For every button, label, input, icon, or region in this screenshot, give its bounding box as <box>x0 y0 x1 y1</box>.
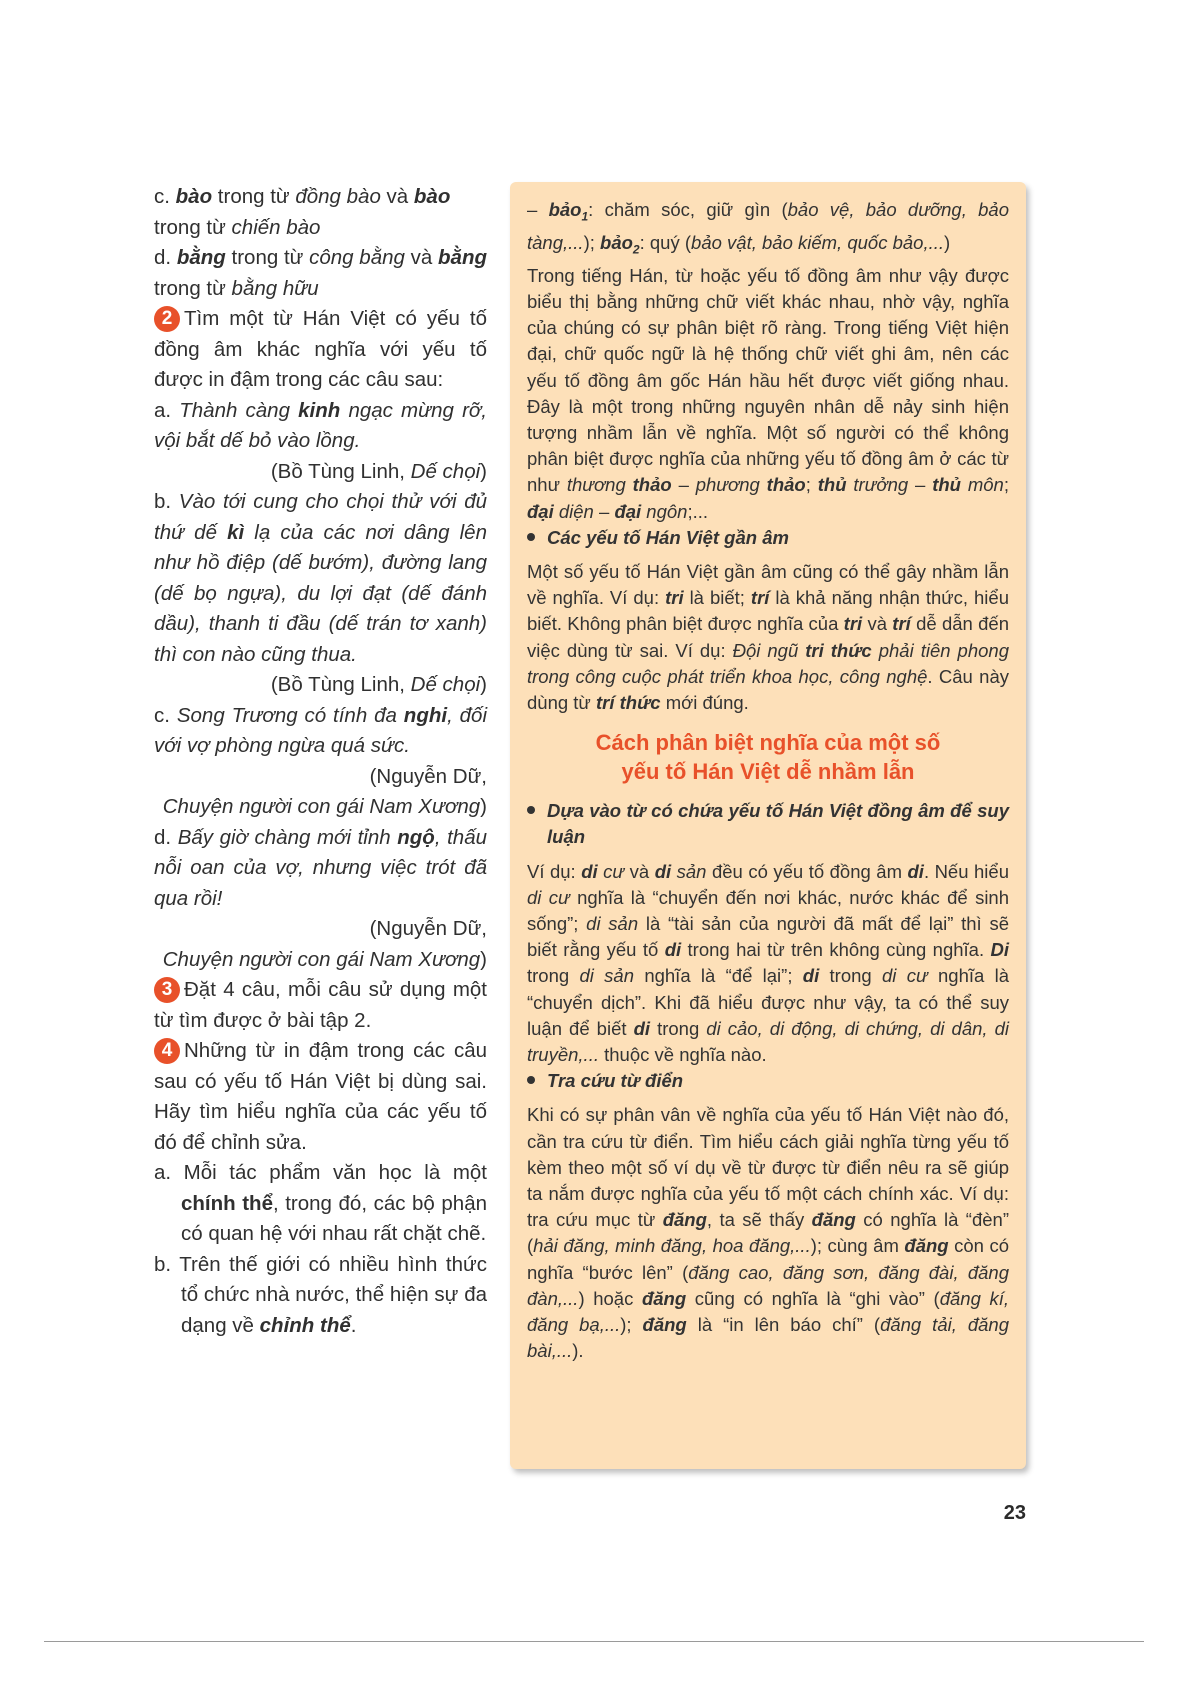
source-citation: (Bồ Tùng Linh, Dế chọi) <box>270 459 487 483</box>
source-citation: (Nguyễn Dữ, <box>369 917 487 940</box>
footer-divider <box>44 1641 1144 1642</box>
bullet-icon <box>527 533 535 541</box>
page-number: 23 <box>1003 1502 1026 1524</box>
exercise-2a: a. Thành càng kinh ngạc mừng rỡ, vội bắt dế bỏ vào lồng. <box>154 398 487 452</box>
box-paragraph-near-homophones: Một số yếu tố Hán Việt gần âm cũng có thể gây nhầm lẫn về nghĩa. Ví dụ: tri là biết; trí là khả năng nhận thức, hiểu biết. Không phân biệt được nghĩa của tri và trí dễ dẫn đến việc dùng từ sai. Ví dụ: Đội ngũ tri thức phải tiên phong trong công cuộc phát triển khoa học, công nghệ. Câu này dùng từ trí thức mới đúng. <box>527 561 1009 714</box>
bullet-heading: Tra cứu từ điển <box>527 1068 1009 1094</box>
section-title: Cách phân biệt nghĩa của một số yếu tố Hán Việt dễ nhầm lẫn <box>595 730 941 785</box>
bullet-icon <box>527 1076 535 1084</box>
bullet-heading: Các yếu tố Hán Việt gần âm <box>527 525 1009 551</box>
box-paragraph-inference: Ví dụ: di cư và di sản đều có yếu tố đồng âm di. Nếu hiểu di cư nghĩa là “chuyển đến nơi khác, nước khác để sinh sống”; di sản là “tài sản của người đã mất để lại” thì sẽ biết rằng yếu tố di trong hai từ trên không cùng nghĩa. Di trong di sản nghĩa là “để lại”; di trong di cư nghĩa là “chuyển dịch”. Khi đã hiểu được như vậy, ta có thể suy luận để biết di trong di cảo, di động, di chứng, di dân, di truyền,... thuộc về nghĩa nào. <box>527 860 1010 1066</box>
exercise-1c: c. bào trong từ đồng bào và bào trong từ chiến bào <box>154 185 451 239</box>
box-paragraph-homophones: Trong tiếng Hán, từ hoặc yếu tố đồng âm như vậy được biểu thị bằng những chữ viết khác nhau, nhờ vậy, nghĩa của chúng có sự phân biệt rõ ràng. Trong tiếng Việt hiện đại, chữ quốc ngữ là hệ thống chữ viết ghi âm, nên các yếu tố đồng âm gốc Hán hầu hết được viết giống nhau. Đây là một trong những nguyên nhân dễ nảy sinh hiện tượng nhầm lẫn về nghĩa. Một số người có thể không phân biệt được nghĩa của những yếu tố đồng âm ở các từ như thương thảo – phương thảo; thủ trưởng – thủ môn; đại diện – đại ngôn;... <box>527 264 1009 522</box>
exercise-4: 4 Những từ in đậm trong các câu sau có yếu tố Hán Việt bị dùng sai. Hãy tìm hiểu nghĩa của các yếu tố đó để chỉnh sửa. <box>154 1039 487 1154</box>
bullet-heading: Dựa vào từ có chứa yếu tố Hán Việt đồng âm để suy luận <box>527 798 1009 850</box>
exercise-2b: b. Vào tới cung cho chọi thử với đủ thứ dế kì lạ của các nơi dâng lên như hồ điệp (dế bướm), đường lang (dế bọ ngựa), du lợi đạt (dế đánh dầu), thanh ti đầu (dế trán tơ xanh) thì con nào cũng thua. <box>154 490 487 666</box>
source-citation: (Bồ Tùng Linh, Dế chọi) <box>270 673 487 696</box>
box-paragraph-bao: – bảo$_1$: chăm sóc, giữ gìn (bảo vệ, bảo dưỡng, bảo tàng,...); bảo$_2$: quý (bảo vật, bảo kiếm, quốc bảo,...) <box>527 199 1009 257</box>
exercise-1d: d. bằng trong từ công bằng và bằng trong từ bằng hữu <box>154 246 487 300</box>
source-work-title: Chuyện người con gái Nam Xương) <box>162 947 487 971</box>
exercise-2: 2 Tìm một từ Hán Việt có yếu tố đồng âm khác nghĩa với yếu tố được in đậm trong các câu sau: <box>154 307 487 391</box>
exercise-4b: b. Trên thế giới có nhiều hình thức tổ chức nhà nước, thể hiện sự đa dạng về chỉnh thể. <box>154 1252 487 1337</box>
knowledge-box <box>510 182 1026 1469</box>
exercise-number-badge: 4 <box>154 1038 180 1064</box>
left-column <box>154 182 487 1341</box>
exercise-2d: d. Bấy giờ chàng mới tỉnh ngộ, thấu nỗi oan của vợ, nhưng việc trót đã qua rồi! <box>154 825 487 910</box>
exercise-number-badge: 2 <box>154 306 180 332</box>
bullet-icon <box>527 806 535 814</box>
exercise-3: 3 Đặt 4 câu, mỗi câu sử dụng một từ tìm được ở bài tập 2. <box>154 978 487 1032</box>
source-work-title: Chuyện người con gái Nam Xương) <box>162 795 487 818</box>
box-paragraph-dictionary: Khi có sự phân vân về nghĩa của yếu tố Hán Việt nào đó, cần tra cứu từ điển. Tìm hiểu cách giải nghĩa từng yếu tố kèm theo một số ví dụ về từ được từ điển nêu ra sẽ giúp ta nắm được nghĩa của yếu tố một cách chính xác. Ví dụ: tra cứu mục từ đăng, ta sẽ thấy đăng có nghĩa là “đèn” (hải đăng, minh đăng, hoa đăng,...); cùng âm đăng còn có nghĩa “bước lên” (đăng cao, đăng sơn, đăng đài, đăng đàn,...) hoặc đăng cũng có nghĩa là “ghi vào” (đăng kí, đăng bạ,...); đăng là “in lên báo chí” (đăng tải, đăng bài,...). <box>527 1104 1010 1362</box>
exercise-2c: c. Song Trương có tính đa nghi, đối với vợ phòng ngừa quá sức. <box>154 703 487 757</box>
exercise-number-badge: 3 <box>154 977 180 1003</box>
exercise-4a: a. Mỗi tác phẩm văn học là một chính thể, trong đó, các bộ phận có quan hệ với nhau rất chặt chẽ. <box>154 1161 487 1245</box>
source-citation: (Nguyễn Dữ, <box>369 764 487 788</box>
